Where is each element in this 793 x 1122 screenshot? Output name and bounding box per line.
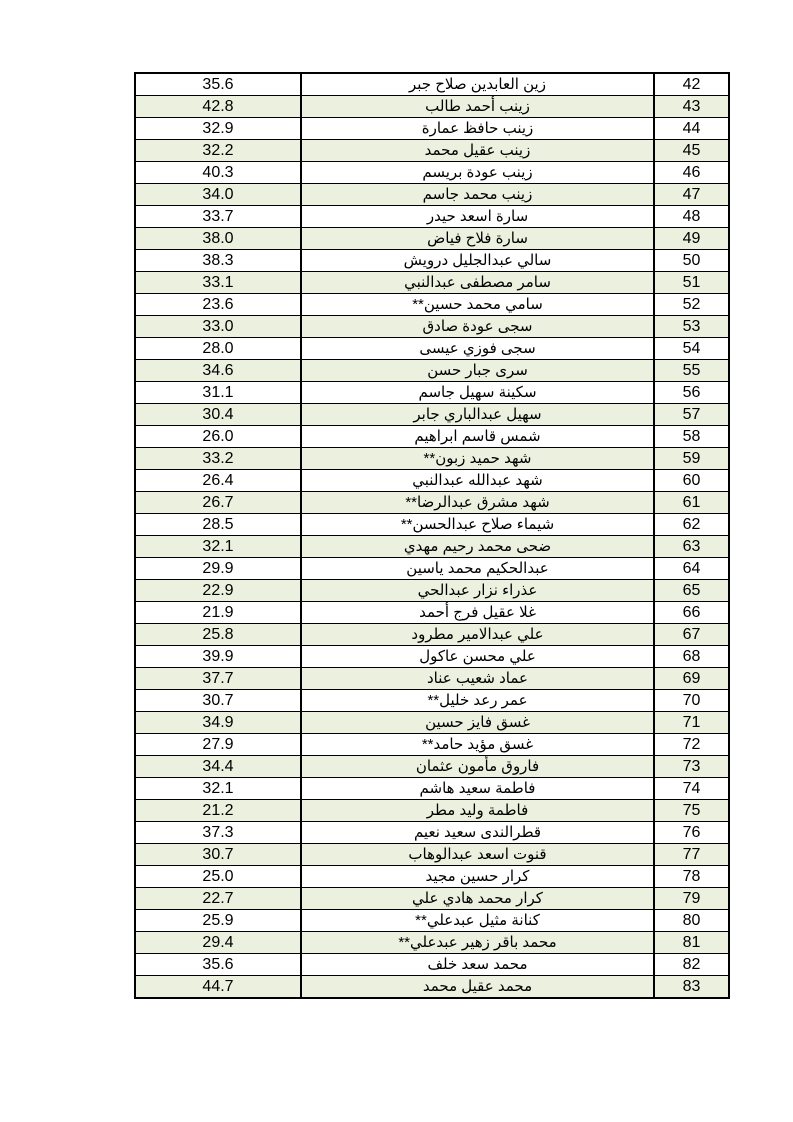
table-row bbox=[135, 140, 729, 162]
table-row bbox=[135, 624, 729, 646]
row-number-cell: 48 bbox=[654, 206, 729, 228]
score-cell: 34.4 bbox=[135, 756, 301, 778]
student-name-cell: عبدالحكيم محمد ياسين bbox=[301, 558, 654, 580]
student-name-cell: سالي عبدالجليل درويش bbox=[301, 250, 654, 272]
student-name-cell: فاطمة وليد مطر bbox=[301, 800, 654, 822]
score-cell: 33.2 bbox=[135, 448, 301, 470]
row-number-cell: 45 bbox=[654, 140, 729, 162]
table-row bbox=[135, 536, 729, 558]
student-name-cell: ضحى محمد رحيم مهدي bbox=[301, 536, 654, 558]
score-cell: 44.7 bbox=[135, 976, 301, 999]
table-row bbox=[135, 404, 729, 426]
student-name-cell: سهيل عبدالباري جابر bbox=[301, 404, 654, 426]
score-cell: 25.0 bbox=[135, 866, 301, 888]
row-number-cell: 42 bbox=[654, 73, 729, 96]
student-name-cell: محمد باقر زهير عبدعلي** bbox=[301, 932, 654, 954]
student-name-cell: علي محسن عاكول bbox=[301, 646, 654, 668]
student-name-cell: عذراء نزار عبدالحي bbox=[301, 580, 654, 602]
table-row bbox=[135, 778, 729, 800]
row-number-cell: 60 bbox=[654, 470, 729, 492]
student-name-cell: غسق فايز حسين bbox=[301, 712, 654, 734]
score-cell: 38.0 bbox=[135, 228, 301, 250]
student-name-cell: سارة اسعد حيدر bbox=[301, 206, 654, 228]
score-cell: 35.6 bbox=[135, 954, 301, 976]
row-number-cell: 71 bbox=[654, 712, 729, 734]
table-row bbox=[135, 272, 729, 294]
score-cell: 34.0 bbox=[135, 184, 301, 206]
table-row bbox=[135, 580, 729, 602]
grades-table-body bbox=[135, 73, 729, 998]
student-name-cell: زينب حافظ عمارة bbox=[301, 118, 654, 140]
table-row bbox=[135, 558, 729, 580]
row-number-cell: 67 bbox=[654, 624, 729, 646]
table-row bbox=[135, 712, 729, 734]
table-row bbox=[135, 228, 729, 250]
score-cell: 25.9 bbox=[135, 910, 301, 932]
table-row bbox=[135, 602, 729, 624]
row-number-cell: 46 bbox=[654, 162, 729, 184]
table-row bbox=[135, 888, 729, 910]
table-row bbox=[135, 338, 729, 360]
table-row bbox=[135, 668, 729, 690]
row-number-cell: 50 bbox=[654, 250, 729, 272]
table-row bbox=[135, 844, 729, 866]
score-cell: 26.7 bbox=[135, 492, 301, 514]
score-cell: 29.4 bbox=[135, 932, 301, 954]
row-number-cell: 57 bbox=[654, 404, 729, 426]
table-row bbox=[135, 690, 729, 712]
student-name-cell: شهد عبدالله عبدالنبي bbox=[301, 470, 654, 492]
student-name-cell: زينب عودة بريسم bbox=[301, 162, 654, 184]
score-cell: 30.7 bbox=[135, 844, 301, 866]
score-cell: 35.6 bbox=[135, 73, 301, 96]
row-number-cell: 77 bbox=[654, 844, 729, 866]
table-row bbox=[135, 316, 729, 338]
row-number-cell: 80 bbox=[654, 910, 729, 932]
table-row bbox=[135, 932, 729, 954]
student-name-cell: كنانة مثيل عبدعلي** bbox=[301, 910, 654, 932]
score-cell: 33.0 bbox=[135, 316, 301, 338]
student-name-cell: سامر مصطفى عبدالنبي bbox=[301, 272, 654, 294]
score-cell: 37.3 bbox=[135, 822, 301, 844]
score-cell: 27.9 bbox=[135, 734, 301, 756]
student-name-cell: كرار حسين مجيد bbox=[301, 866, 654, 888]
table-row bbox=[135, 382, 729, 404]
score-cell: 32.9 bbox=[135, 118, 301, 140]
table-row bbox=[135, 492, 729, 514]
score-cell: 28.0 bbox=[135, 338, 301, 360]
student-name-cell: زينب أحمد طالب bbox=[301, 96, 654, 118]
student-name-cell: فاطمة سعيد هاشم bbox=[301, 778, 654, 800]
row-number-cell: 53 bbox=[654, 316, 729, 338]
student-name-cell: سجى عودة صادق bbox=[301, 316, 654, 338]
table-row bbox=[135, 426, 729, 448]
student-name-cell: سجى فوزي عيسى bbox=[301, 338, 654, 360]
row-number-cell: 69 bbox=[654, 668, 729, 690]
row-number-cell: 76 bbox=[654, 822, 729, 844]
score-cell: 30.4 bbox=[135, 404, 301, 426]
row-number-cell: 61 bbox=[654, 492, 729, 514]
table-row bbox=[135, 756, 729, 778]
row-number-cell: 47 bbox=[654, 184, 729, 206]
row-number-cell: 81 bbox=[654, 932, 729, 954]
student-name-cell: سكينة سهيل جاسم bbox=[301, 382, 654, 404]
student-name-cell: محمد عقيل محمد bbox=[301, 976, 654, 999]
row-number-cell: 54 bbox=[654, 338, 729, 360]
row-number-cell: 62 bbox=[654, 514, 729, 536]
row-number-cell: 63 bbox=[654, 536, 729, 558]
score-cell: 29.9 bbox=[135, 558, 301, 580]
table-row bbox=[135, 448, 729, 470]
row-number-cell: 51 bbox=[654, 272, 729, 294]
score-cell: 22.9 bbox=[135, 580, 301, 602]
student-name-cell: شهد حميد زبون** bbox=[301, 448, 654, 470]
row-number-cell: 79 bbox=[654, 888, 729, 910]
table-row bbox=[135, 514, 729, 536]
row-number-cell: 75 bbox=[654, 800, 729, 822]
table-row bbox=[135, 360, 729, 382]
score-cell: 28.5 bbox=[135, 514, 301, 536]
score-cell: 38.3 bbox=[135, 250, 301, 272]
table-row bbox=[135, 734, 729, 756]
row-number-cell: 82 bbox=[654, 954, 729, 976]
row-number-cell: 83 bbox=[654, 976, 729, 999]
row-number-cell: 74 bbox=[654, 778, 729, 800]
student-name-cell: زينب محمد جاسم bbox=[301, 184, 654, 206]
score-cell: 26.0 bbox=[135, 426, 301, 448]
table-row bbox=[135, 470, 729, 492]
score-cell: 34.9 bbox=[135, 712, 301, 734]
student-name-cell: زين العابدين صلاح جبر bbox=[301, 73, 654, 96]
student-name-cell: سامي محمد حسين** bbox=[301, 294, 654, 316]
student-name-cell: محمد سعد خلف bbox=[301, 954, 654, 976]
student-name-cell: فاروق مأمون عثمان bbox=[301, 756, 654, 778]
row-number-cell: 68 bbox=[654, 646, 729, 668]
score-cell: 33.1 bbox=[135, 272, 301, 294]
student-name-cell: شيماء صلاح عبدالحسن** bbox=[301, 514, 654, 536]
row-number-cell: 44 bbox=[654, 118, 729, 140]
student-name-cell: سارة فلاح فياض bbox=[301, 228, 654, 250]
score-cell: 34.6 bbox=[135, 360, 301, 382]
score-cell: 39.9 bbox=[135, 646, 301, 668]
table-row bbox=[135, 954, 729, 976]
score-cell: 37.7 bbox=[135, 668, 301, 690]
row-number-cell: 72 bbox=[654, 734, 729, 756]
score-cell: 22.7 bbox=[135, 888, 301, 910]
score-cell: 32.2 bbox=[135, 140, 301, 162]
table-row bbox=[135, 96, 729, 118]
student-name-cell: قنوت اسعد عبدالوهاب bbox=[301, 844, 654, 866]
table-row bbox=[135, 822, 729, 844]
student-name-cell: غسق مؤيد حامد** bbox=[301, 734, 654, 756]
score-cell: 32.1 bbox=[135, 778, 301, 800]
score-cell: 21.9 bbox=[135, 602, 301, 624]
table-row bbox=[135, 646, 729, 668]
table-row bbox=[135, 910, 729, 932]
student-name-cell: عمر رعد خليل** bbox=[301, 690, 654, 712]
row-number-cell: 52 bbox=[654, 294, 729, 316]
score-cell: 21.2 bbox=[135, 800, 301, 822]
table-row bbox=[135, 206, 729, 228]
grades-table bbox=[134, 72, 730, 999]
student-name-cell: كرار محمد هادي علي bbox=[301, 888, 654, 910]
row-number-cell: 59 bbox=[654, 448, 729, 470]
row-number-cell: 43 bbox=[654, 96, 729, 118]
score-cell: 31.1 bbox=[135, 382, 301, 404]
table-row bbox=[135, 73, 729, 96]
row-number-cell: 64 bbox=[654, 558, 729, 580]
table-row bbox=[135, 250, 729, 272]
score-cell: 23.6 bbox=[135, 294, 301, 316]
student-name-cell: عماد شعيب عناد bbox=[301, 668, 654, 690]
row-number-cell: 70 bbox=[654, 690, 729, 712]
row-number-cell: 58 bbox=[654, 426, 729, 448]
score-cell: 25.8 bbox=[135, 624, 301, 646]
student-name-cell: سرى جبار حسن bbox=[301, 360, 654, 382]
table-row bbox=[135, 162, 729, 184]
row-number-cell: 65 bbox=[654, 580, 729, 602]
row-number-cell: 78 bbox=[654, 866, 729, 888]
row-number-cell: 56 bbox=[654, 382, 729, 404]
score-cell: 32.1 bbox=[135, 536, 301, 558]
score-cell: 33.7 bbox=[135, 206, 301, 228]
student-name-cell: علي عبدالامير مطرود bbox=[301, 624, 654, 646]
row-number-cell: 55 bbox=[654, 360, 729, 382]
student-name-cell: شمس قاسم ابراهيم bbox=[301, 426, 654, 448]
row-number-cell: 73 bbox=[654, 756, 729, 778]
score-cell: 30.7 bbox=[135, 690, 301, 712]
row-number-cell: 66 bbox=[654, 602, 729, 624]
table-row bbox=[135, 184, 729, 206]
student-name-cell: زينب عقيل محمد bbox=[301, 140, 654, 162]
table-row bbox=[135, 866, 729, 888]
table-row bbox=[135, 976, 729, 999]
row-number-cell: 49 bbox=[654, 228, 729, 250]
student-name-cell: قطرالندى سعيد نعيم bbox=[301, 822, 654, 844]
score-cell: 26.4 bbox=[135, 470, 301, 492]
table-row bbox=[135, 800, 729, 822]
student-name-cell: شهد مشرق عبدالرضا** bbox=[301, 492, 654, 514]
score-cell: 42.8 bbox=[135, 96, 301, 118]
table-row bbox=[135, 118, 729, 140]
table-row bbox=[135, 294, 729, 316]
score-cell: 40.3 bbox=[135, 162, 301, 184]
student-name-cell: غلا عقيل فرج أحمد bbox=[301, 602, 654, 624]
